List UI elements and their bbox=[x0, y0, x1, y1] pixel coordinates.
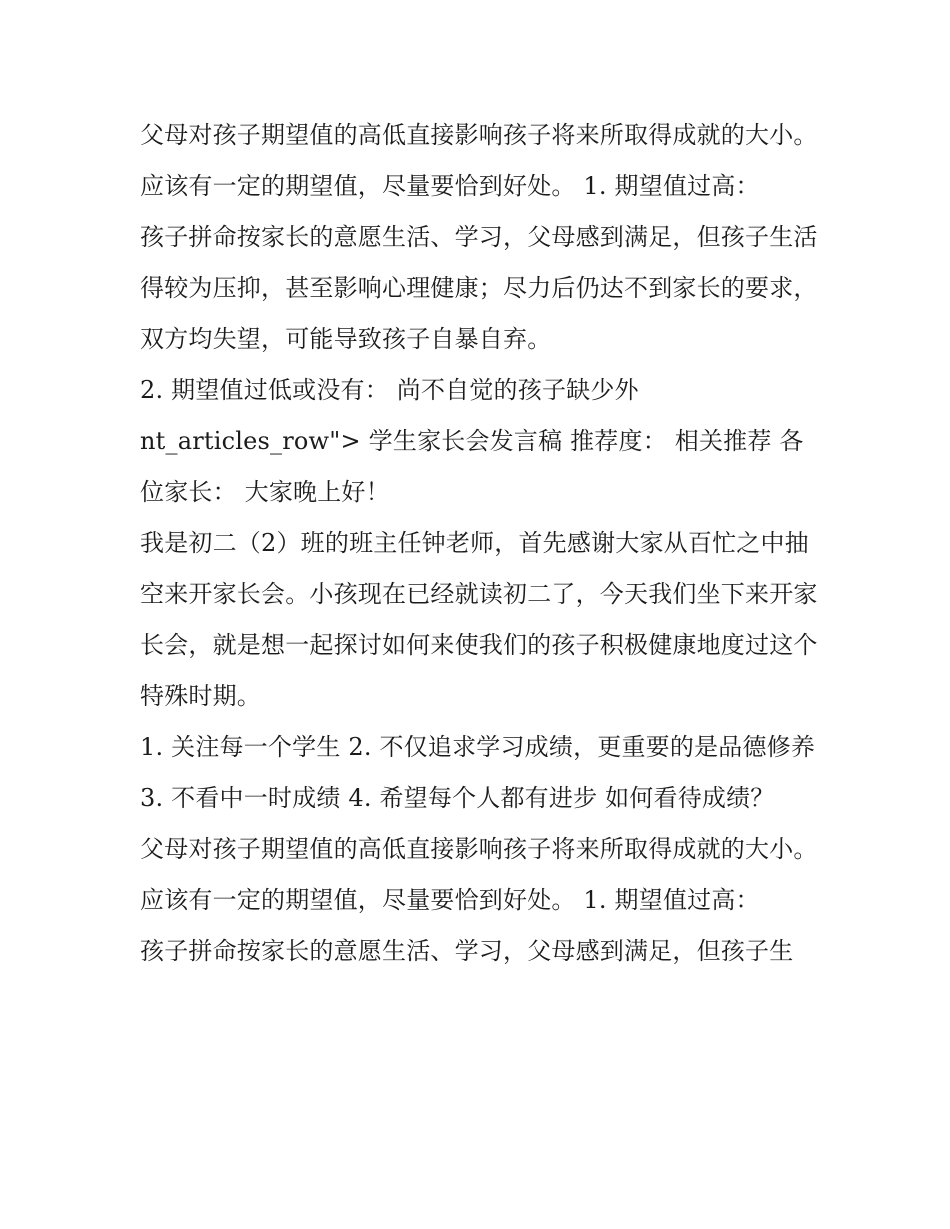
paragraph-expectation-too-high-partial: 孩子拼命按家长的意愿生活、学习，父母感到满足，但孩子生 bbox=[140, 937, 794, 965]
paragraph-expectation-too-high: 孩子拼命按家长的意愿生活、学习，父母感到满足，但孩子生活得较为压抑，甚至影响心理健康；尽力后仍达不到家长的要求，双方均失望，可能导致孩子自暴自弃。 bbox=[140, 223, 818, 353]
paragraph-expectation-too-low: 2. 期望值过低或没有： 尚不自觉的孩子缺少外 bbox=[140, 376, 639, 404]
paragraph-expectation-intro-repeat: 父母对孩子期望值的高低直接影响孩子将来所取得成就的大小。应该有一定的期望值，尽量要恰到好处。 1. 期望值过高： bbox=[140, 835, 818, 914]
paragraph-expectation-intro: 父母对孩子期望值的高低直接影响孩子将来所取得成就的大小。应该有一定的期望值，尽量要恰到好处。 1. 期望值过高： bbox=[140, 121, 818, 200]
paragraph-teacher-intro: 我是初二（2）班的班主任钟老师，首先感谢大家从百忙之中抽空来开家长会。小孩现在已经就读初二了，今天我们坐下来开家长会，就是想一起探讨如何来使我们的孩子积极健康地度过这个特殊时期。 bbox=[140, 529, 818, 710]
document-body bbox=[140, 110, 820, 977]
paragraph-key-points: 1. 关注每一个学生 2. 不仅追求学习成绩，更重要的是品德修养 3. 不看中一时成绩 4. 希望每个人都有进步 如何看待成绩？ bbox=[140, 733, 816, 812]
paragraph-speech-header: nt_articles_row"> 学生家长会发言稿 推荐度： 相关推荐 各位家长： 大家晚上好！ bbox=[140, 427, 804, 506]
